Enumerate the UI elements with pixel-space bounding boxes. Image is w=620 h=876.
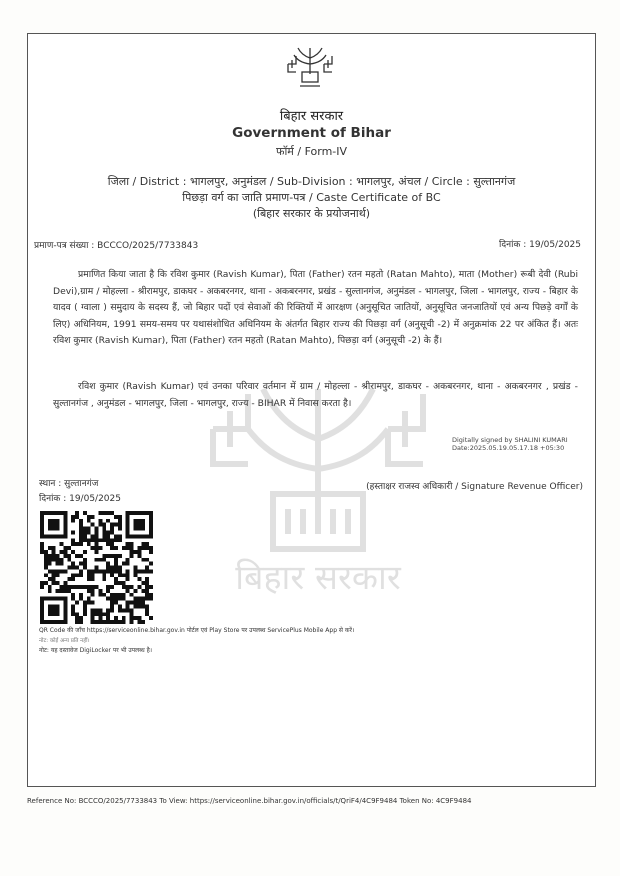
title-english: Government of Bihar (232, 125, 391, 141)
certificate-frame (27, 33, 596, 787)
digital-signature-name: Digitally signed by SHALINI KUMARI (452, 436, 568, 444)
qr-copy-note: नोट: कोई अन्य प्रति नहीं। (39, 638, 90, 644)
certificate-date: दिनांक : 19/05/2025 (499, 240, 581, 250)
signature-label: (हस्ताक्षर राजस्व अधिकारी / Signature Revenue Officer) (366, 482, 583, 492)
certificate-body-paragraph-2: रविश कुमार (Ravish Kumar) एवं उनका परिवार वर्तमान में ग्राम / मोहल्ला - श्रीरामपुर, डाकघर - अकबरनगर, थाना - अकबरनगर , प्रखंड - सुल्तानगंज , अनुमंडल - भागलपुर, जिला - भागलपुर, राज्य - BIHAR में निवास करता है। (53, 381, 578, 409)
certificate-title: पिछड़ा वर्ग का जाति प्रमाण-पत्र / Caste Certificate of BC (182, 191, 441, 204)
title-hindi: बिहार सरकार (279, 109, 344, 124)
form-label: फॉर्म / Form-IV (275, 145, 348, 158)
district-line: जिला / District : भागलपुर, अनुमंडल / Sub-Division : भागलपुर, अंचल / Circle : सुल्तानगंज (107, 175, 516, 188)
reference-line: Reference No: BCCCO/2025/7733843 To View: https://serviceonline.bihar.gov.in/officials/t/QriF4/4C9F9484 Token No: 4C9F9484 (27, 797, 472, 805)
issue-date: दिनांक : 19/05/2025 (39, 494, 121, 504)
qr-code[interactable] (40, 511, 153, 624)
purpose-line: (बिहार सरकार के प्रयोजनार्थ) (252, 207, 371, 220)
qr-verification-note: QR Code की जाँच https://serviceonline.bihar.gov.in पोर्टल एवं Play Store पर उपलब्ध ServicePlus Mobile App से करें। (39, 627, 355, 634)
digital-signature-date: Date:2025.05.19.05.17.18 +05:30 (452, 444, 565, 452)
digital-signature-block (452, 436, 568, 452)
bihar-emblem-icon (284, 44, 336, 92)
digilocker-note: नोट: यह दस्तावेज DigiLocker पर भी उपलब्ध है। (39, 647, 153, 654)
place-label: स्थान : सुल्तानगंज (39, 479, 99, 489)
certificate-number: प्रमाण-पत्र संख्या : BCCCO/2025/7733843 (34, 241, 199, 251)
certificate-body-paragraph-1: प्रमाणित किया जाता है कि रविश कुमार (Ravish Kumar), पिता (Father) रतन महतो (Ratan Mahto), माता (Mother) रूबी देवी (Rubi Devi),ग्राम / मोहल्ला - श्रीरामपुर, डाकघर - अकबरनगर, थाना - अकबरनगर, प्रखंड - सुल्तानगंज, अनुमंडल - भागलपुर, जिला - भागलपुर, राज्य - बिहार के यादव ( ग्वाला ) समुदाय के सदस्य हैं, जो बिहार पदों एवं सेवाओं की रिक्तियों में आरक्षण (अनुसूचित जातियों, अनुसूचित जनजातियों एवं अन्य पिछड़े वर्गों के लिए) अधिनियम, 1991 समय-समय पर यथासंशोधित अधिनियम के अंतर्गत बिहार राज्य की पिछड़ा वर्ग (अनुसूची -2) में अनुक्रमांक 22 पर अंकित हैं। अतः रविश कुमार (Ravish Kumar), पिता (Father) रतन महतो (Ratan Mahto), पिछड़ा वर्ग (अनुसूची -2) के हैं। (53, 269, 578, 346)
watermark-text: बिहार सरकार (235, 558, 401, 598)
